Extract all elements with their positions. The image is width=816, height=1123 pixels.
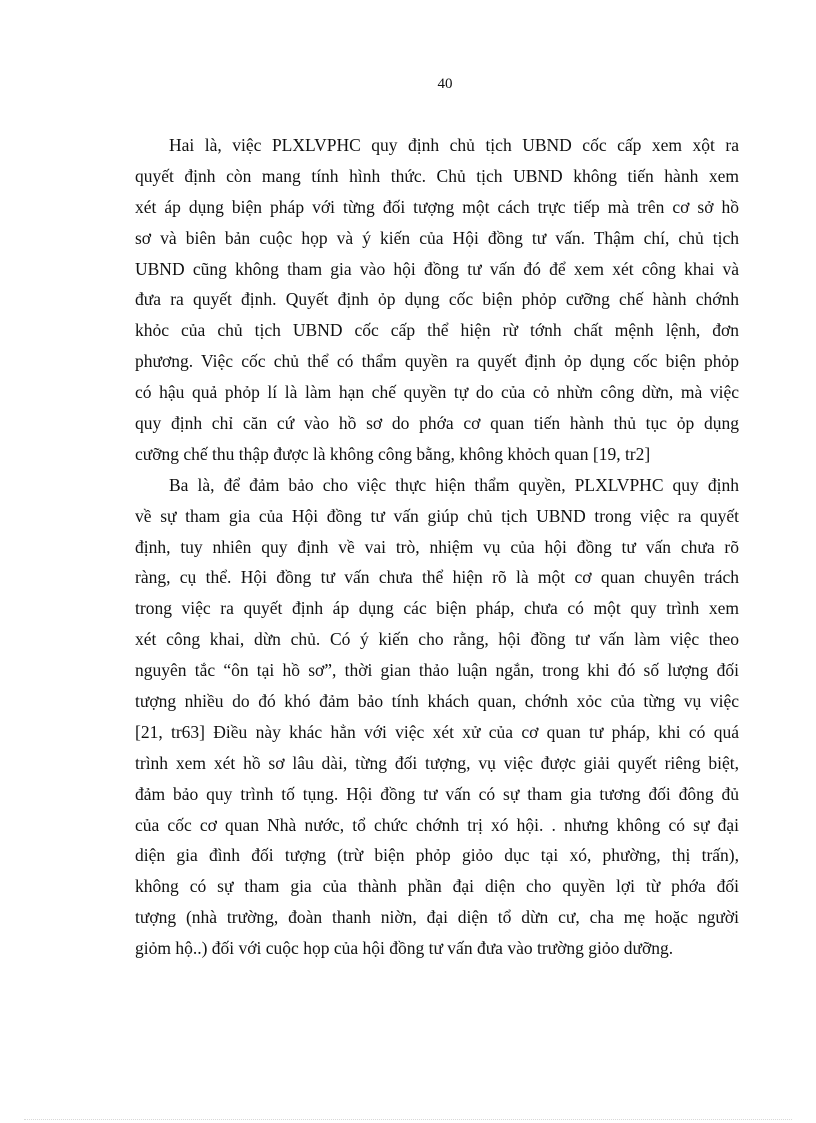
text-line: phương. Việc cốc chủ thể có thẩm quyền ra quyết định ỏp dụng cốc biện phỏp — [135, 351, 739, 372]
page-bottom-rule — [24, 1119, 792, 1120]
text-line: xét công khai, dừn chủ. Có ý kiến cho rằng, hội đồng tư vấn làm việc theo — [135, 629, 739, 650]
text-line: về sự tham gia của Hội đồng tư vấn giúp chủ tịch UBND trong việc ra quyết — [135, 505, 739, 526]
text-line: trong việc ra quyết định áp dụng các biện pháp, chưa có một quy trình xem — [135, 598, 739, 619]
text-line: tượng (nhà trường, đoàn thanh niờn, đại diện tổ dừn cư, cha mẹ hoặc người — [135, 907, 739, 928]
text-line: có hậu quả phỏp lí là làm hạn chế quyền tự do của cỏ nhừn công dừn, mà việc — [135, 382, 739, 403]
text-line: của cốc cơ quan Nhà nước, tổ chức chớnh trị xó hội. . nhưng không có sự đại — [135, 814, 739, 835]
text-line: trình xem xét hồ sơ lâu dài, từng đối tượng, vụ việc được giải quyết riêng biệt, — [135, 752, 739, 773]
text-line: diện gia đình đối tượng (trừ biện phỏp giỏo dục tại xó, phường, thị trấn), — [135, 845, 739, 866]
text-line: đảm bảo quy trình tố tụng. Hội đồng tư vấn có sự tham gia tương đối đông đủ — [135, 783, 739, 804]
text-line: [21, tr63] Điều này khác hẳn với việc xét xử của cơ quan tư pháp, khi có quá — [135, 721, 739, 742]
paragraph-hai-la — [135, 130, 739, 470]
text-line: không có sự tham gia của thành phần đại diện cho quyền lợi từ phớa đối — [135, 876, 739, 897]
text-line: UBND cũng không tham gia vào hội đồng tư vấn đó để xem xét công khai và — [135, 258, 739, 279]
paragraph-ba-la — [135, 470, 739, 964]
text-line: sơ và biên bản cuộc họp và ý kiến của Hội đồng tư vấn. Thậm chí, chủ tịch — [135, 227, 739, 248]
text-line: quyết định còn mang tính hình thức. Chủ tịch UBND không tiến hành xem — [135, 165, 739, 186]
text-line: cưỡng chế thu thập được là không công bằng, không khỏch quan [19, tr2] — [135, 443, 651, 464]
text-line: xét áp dụng biện pháp với từng đối tượng một cách trực tiếp mà trên cơ sở hồ — [135, 196, 739, 217]
text-line: khỏc của chủ tịch UBND cốc cấp thể hiện rừ tớnh chất mệnh lệnh, đơn — [135, 320, 739, 341]
text-line: Hai là, việc PLXLVPHC quy định chủ tịch UBND cốc cấp xem xột ra — [169, 135, 739, 155]
text-line: Ba là, để đảm bảo cho việc thực hiện thẩm quyền, PLXLVPHC quy định — [169, 474, 739, 495]
text-line: tượng nhiều do đó khó đảm bảo tính khách quan, chớnh xỏc của từng vụ việc — [135, 691, 739, 712]
document-body — [135, 130, 739, 964]
text-line: định, tuy nhiên quy định về vai trò, nhiệm vụ của hội đồng tư vấn chưa rõ — [135, 536, 739, 557]
text-line: đưa ra quyết định. Quyết định ỏp dụng cốc biện phỏp cưỡng chế hành chớnh — [135, 289, 739, 310]
page-number: 40 — [437, 76, 453, 92]
text-line: giỏm hộ..) đối với cuộc họp của hội đồng tư vấn đưa vào trường giỏo dưỡng. — [135, 938, 674, 959]
text-line: ràng, cụ thể. Hội đồng tư vấn chưa thể hiện rõ là một cơ quan chuyên trách — [135, 567, 739, 588]
text-line: nguyên tắc “ôn tại hồ sơ”, thời gian thảo luận ngắn, trong khi đó số lượng đối — [135, 660, 739, 681]
text-line: quy định chỉ căn cứ vào hồ sơ do phớa cơ quan tiến hành thủ tục ỏp dụng — [135, 413, 739, 434]
